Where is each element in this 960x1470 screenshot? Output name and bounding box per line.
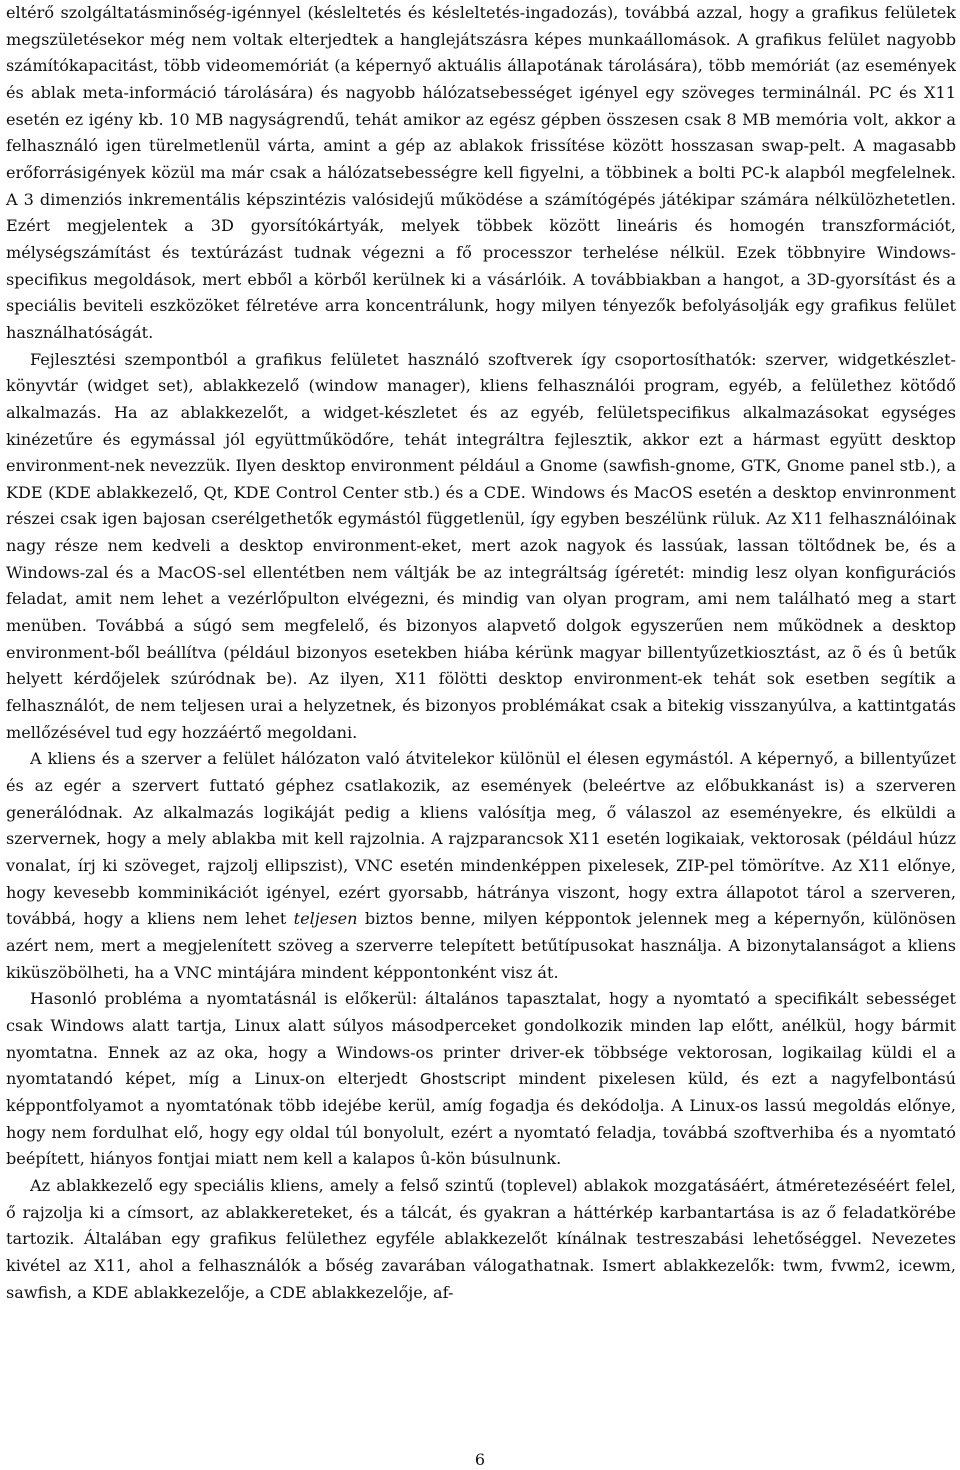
paragraph-text: Fejlesztési szempontból a grafikus felületet használó szoftverek így csoportosíthatók: szerver, widgetkészlet-könyvtár (widget set), ablakkezelő (window manager), kliens felhasználói program, egyéb, a felülethez kötődő alkalmazás. Ha az ablakkezelőt, a widget-készletet és az egyéb, felületspecifikus alkalmazásokat egységes kinézetűre és egymással jól együttműködőre, tehát integráltra fejlesztik, akkor ezt a hármast együtt desktop environment-nek nevezzük. Ilyen desktop environment például a Gnome (sawfish-gnome, GTK, Gnome panel stb.), a KDE (KDE ablakkezelő, Qt, KDE Control Center stb.) és a CDE. Windows és MacOS esetén a desktop envinronment részei csak igen bajosan cserélgethetők egymástól függetlenül, így egyben beszélünk rüluk. Az X11 felhasználóinak nagy része nem kedveli a desktop environment-eket, mert azok nagyok és lassúak, lassan töltődnek be, és a Windows-zal és a MacOS-sel ellentétben nem váltják be az integráltság ígéretét: mindig lesz olyan konfigurációs feladat, amit nem lehet a vezérlőpulton elvégezni, és mindig van olyan program, ami nem található meg a start menüben. Továbbá a súgó sem megfelelő, és bizonyos alapvető dolgok egyszerűen nem működnek a desktop environment-ből beállítva (például bizonyos esetekben hiába kérünk magyar billentyűzetkiosztást, az õ és û betűk helyett kérdőjelek szúródnak be). Az ilyen, X11 fölötti desktop environment-ek tehát sok esetben segítik a felhasználót, de nem teljesen urai a helyzetnek, és bizonyos problémákat csak a bitekig visszanyúlva, a kattintgatás mellőzésével tud egy hozzáértő megoldani.	[6, 349, 956, 742]
paragraph-5	[6, 1173, 956, 1306]
program-name: Ghostscript	[420, 1070, 506, 1089]
paragraph-text: biztos benne, milyen képpontok jelennek meg a képernyőn, különösen azért nem, mert a megjelenített szöveg a szerverre telepített betűtípusokat használja. A bizonytalanságot a kliens kiküszöbölheti, ha a VNC mintájára mindent képpontonként visz át.	[6, 909, 956, 982]
document-body	[6, 0, 956, 1306]
paragraph-text: Az ablakkezelő egy speciális kliens, amely a felső szintű (toplevel) ablakok mozgatásáért, átméretezéséért felel, ő rajzolja ki a címsort, az ablakkereteket, és a tálcát, és gyakran a háttérkép karbantartása is az ő feladatkörébe tartozik. Általában egy grafikus felülethez egyféle ablakkezelőt kínálnak testreszabási lehetőséggel. Nevezetes kivétel az X11, ahol a felhasználók a bőség zavarában válogathatnak. Ismert ablakkezelők: twm, fvwm2, icewm, sawfish, a KDE ablakkezelője, a CDE ablakkezelője, af-	[6, 1175, 956, 1302]
paragraph-text: mindent pixelesen küld, és ezt a nagyfelbontású képpontfolyamot a nyomtatónak több idejébe kerül, amíg fogadja és dekódolja. A Linux-os lassú megoldás előnye, hogy nem fordulhat elő, hogy egy oldal túl bonyolult, ezért a nyomtató feladja, továbbá szoftverhiba és a nyomtató beépített, hiányos fontjai miatt nem kell a kalapos û-kön búsulnunk.	[6, 1069, 956, 1169]
paragraph-text: A kliens és a szerver a felület hálózaton való átvitelekor különül el élesen egymástól. A képernyő, a billentyűzet és az egér a szervert futtató géphez csatlakozik, az események (beleértve az előbukkanást is) a szerveren generálódnak. Az alkalmazás logikáját pedig a kliens valósítja meg, ő válaszol az eseményekre, és elküldi a szervernek, hogy a mely ablakba mit kell rajzolnia. A rajzparancsok X11 esetén logikaiak, vektorosak (például húzz vonalat, írj ki szöveget, rajzolj ellipszist), VNC esetén mindenképpen pixelesek, ZIP-pel tömörítve. Az X11 előnye, hogy kevesebb komminikációt igényel, ezért gyorsabb, hátránya viszont, hogy extra állapotot tárol a szerveren, továbbá, hogy a kliens nem lehet	[6, 749, 956, 929]
paragraph-3	[6, 746, 956, 986]
page-number: 6	[474, 1450, 486, 1469]
paragraph-text: eltérő szolgáltatásminőség-igénnyel (késleltetés és késleltetés-ingadozás), továbbá azzal, hogy a grafikus felületek megszületésekor még nem voltak elterjedtek a hanglejátszásra képes munkaállomások. A grafikus felület nagyobb számítókapacitást, több videomemóriát (a képernyő aktuális állapotának tárolására), több memóriát (az események és ablak meta-információ tárolására) és nagyobb hálózatsebességet igényel egy szöveges terminálnál. PC és X11 esetén ez igény kb. 10 MB nagyságrendű, tehát amikor az egész gépben összesen csak 8 MB memória volt, akkor a felhasználó igen türelmetlenül várta, amint a gép az ablakok frissítése között hosszasan swap-pelt. A magasabb erőforrásigények közül ma már csak a hálózatsebességre kell figyelni, a többinek a bolti PC-k alapból megfelelnek. A 3 dimenziós inkrementális képszintézis valósidejű működése a számítógépés játékipar számára nélkülözhetetlen. Ezért megjelentek a 3D gyorsítókártyák, melyek többek között lineáris és homogén transzformációt, mélységszámítást és textúrázást tudnak végezni a fő processzor terhelése nélkül. Ezek többnyire Windows-specifikus megoldások, mert ebből a körből kerülnek ki a vásárlóik. A továbbiakban a hangot, a 3D-gyorsítást és a speciális beviteli eszközöket félretéve arra koncentrálunk, hogy milyen tényezők befolyásolják egy grafikus felület használhatóságát.	[6, 3, 956, 342]
paragraph-1	[6, 0, 956, 347]
paragraph-4	[6, 986, 956, 1173]
paragraph-2	[6, 347, 956, 747]
emphasis-text: teljesen	[293, 909, 358, 929]
paragraph-text: Hasonló probléma a nyomtatásnál is előkerül: általános tapasztalat, hogy a nyomtató a specifikált sebességet csak Windows alatt tartja, Linux alatt súlyos másodperceket gondolkozik minden lap előtt, anélkül, hogy bármit nyomtatna. Ennek az az oka, hogy a Windows-os printer driver-ek többsége vektorosan, logikailag küldi el a nyomtatandó képet, míg a Linux-on elterjedt	[6, 989, 956, 1089]
